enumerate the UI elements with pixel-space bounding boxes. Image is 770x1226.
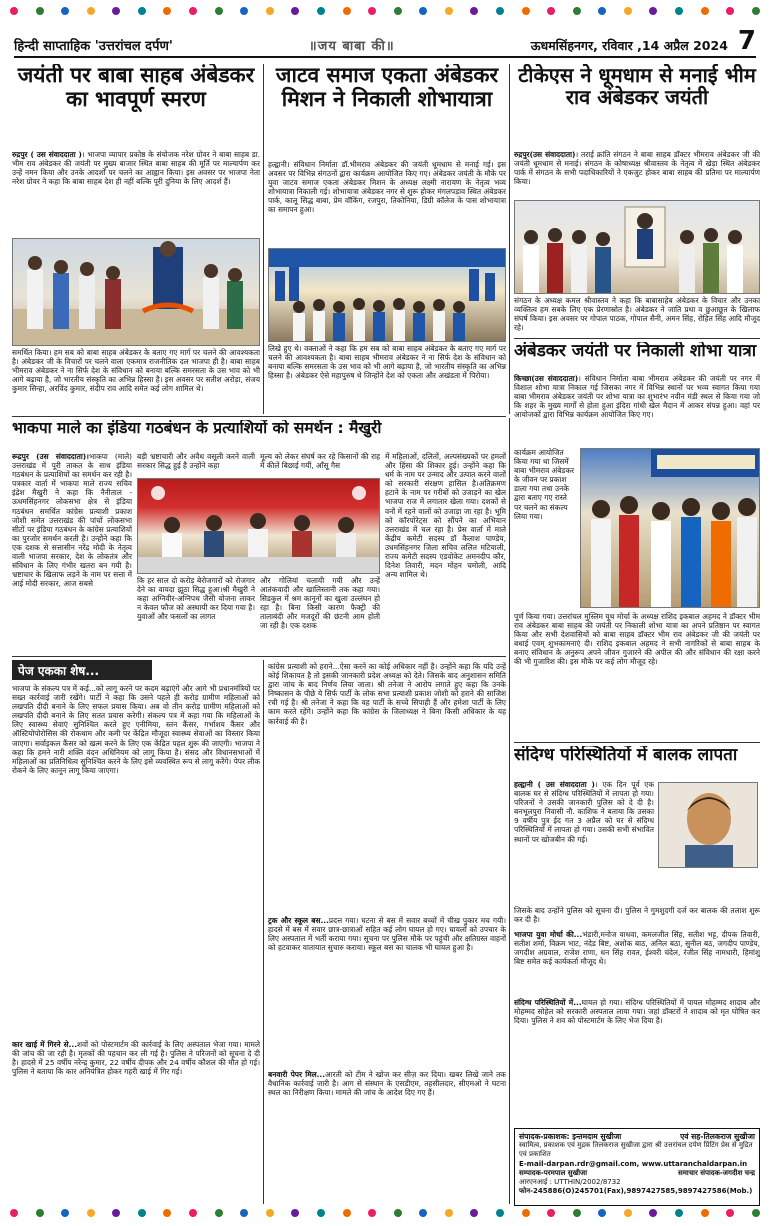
registration-dot (547, 7, 555, 15)
registration-dot (138, 7, 146, 15)
registration-dot (496, 7, 504, 15)
registration-dot (547, 1209, 555, 1217)
registration-dot (87, 1209, 95, 1217)
story4-photo-press-conference (137, 478, 380, 574)
registration-dot (701, 1209, 709, 1217)
registration-dot (598, 1209, 606, 1217)
registration-dot (266, 1209, 274, 1217)
registration-dot (522, 7, 530, 15)
story3-photo-tks-members (514, 200, 760, 294)
registration-dot (598, 7, 606, 15)
section-rule (12, 656, 506, 657)
registration-dot (445, 1209, 453, 1217)
story3-lead-text: । तराई क्रांति संगठन ने बाबा साहब डॉक्टर भीमराव अंबेडकर जी की जयंती धूमधाम से मनाई। संगठन के कोषाध्यक्ष श्रीवास्तव के नेतृत्व में खेड़ा स्थित अंबेडकर पार्क में संगठन के सभी पदाधिकारियों ने एकजुट होकर बाबा साहब की प्रतिमा पर माल्यार्पण किया। (514, 150, 760, 187)
story8-narrow-text (514, 780, 654, 904)
story1-lead (12, 150, 260, 236)
registration-dot (163, 1209, 171, 1217)
story7-narrow-text: कार्यक्रम आयोजित किया गया था जिसमें बाबा भीमराव अंबेडकर के जीवन पर प्रकाश डाला गया तथा उनके द्वारा बताए गए रास्ते पर चलने का संकल्प लिया गया। (514, 448, 575, 521)
story7-wide-text: पूर्ण किया गया। उत्तरांचल मुस्लिम यूथ मोर्चा के अध्यक्ष राशिद इकबाल अहमद ने डॉक्टर भीम राव अंबेडकर बाबा साहब की जयंती पर निकाली शोभा यात्रा का अपने प्रतिष्ठान पर स्वागत किया और सभी देशवासियों को बाबा साहब डॉक्टर भीम राव अंबेडकर जी की जयंती पर बधाई एवम् शुभकामनाएं दी। राशिद इकबाल अहमद ने सभी नागरिकों से बाबा साहब के बनाए संविधान के अनुरूप अपने जीवन गुजारने की अपील की और संविधान की रक्षा करने की भी गुजारिश की। इस मौके पर कई लोग मौजूद रहे। (514, 612, 760, 667)
story4-dateline: रूद्रपुर (उस संवाददाता)। (12, 452, 89, 461)
registration-dot (470, 7, 478, 15)
registration-dot (112, 7, 120, 15)
story4-col3-bottom: और गोलियां चलायी गयी और उन्हें आतंकवादी और खालिस्तानी तक कहा गया। सिडकुल में श्रम कानूनों का खुला उल्लंघन हो रहा है। बिना किसी कारण फैक्ट्री की तालाबंदी और मजदूरों की छंटनी आम होती जा रही है। एक दशक (260, 576, 380, 631)
story8-headline: संदिग्ध परिस्थितियों में बालक लापता (514, 746, 738, 765)
registration-dot (317, 1209, 325, 1217)
story5-sub-body: शवों को पोस्टमार्टम की कार्रवाई के लिए अस्पताल भेजा गया। मामले की जांच की जा रही है। मृतकों की पहचान कर ली गई है। पुलिस ने परिजनों को सूचना दे दी है। हादसे में 25 वर्षीय नरेन्द्र कुमार, 22 वर्षीय दीपक और 24 वर्षीय कौशल की मौत हो गई। पुलिस ने बताया कि कार अनियंत्रित होकर गहरी खाई में गिर गई। (12, 1040, 260, 1077)
story7-lead (514, 374, 760, 446)
imprint-publisher: संपादक-प्रकाशक: इन्तमदाम सुखीजा (519, 1132, 622, 1141)
story4-col3-top: मूल्य को लेकर संघर्ष कर रहे किसानों की राह में कीलें बिछाई गयीं, आँसू गैस (260, 452, 380, 471)
masthead-motto: ॥जय बाबा की॥ (308, 39, 395, 54)
story2-photo-procession (268, 248, 506, 342)
story4-headline: भाकपा माले का इंडिया गठबंधन के प्रत्याशियों को समर्थन : मैखुरी (12, 420, 382, 437)
story2-lead: हल्द्वानी। संविधान निर्माता डॉ.भीमराव अंबेडकर की जयंती धूमधाम से मनाई गई। इस अवसर पर विभिन्न संगठनों द्वारा कार्यक्रम आयोजित किए गए। अंबेडकर जयंती के मौके पर युवा जाटव समाज एकता अंबेडकर मिशन के अध्यक्ष लक्ष्मी नारायण के नेतृत्व भव्य शोभायात्रा निकाली गई। शोभायात्रा अंबेडकर नगर से शुरू होकर मंगलपड़ाव स्थित अंबेडकर पार्क, कालू सिद्ध बाबा, प्रेम वॉकिंग, रजपुरा, तिकोनिया, डिग्री कॉलेज के पास शोभायात्रा का समापन हुआ। (268, 160, 506, 215)
registration-dot (573, 1209, 581, 1217)
story7-body: । संविधान निर्माता बाबा भीमराव अंबेडकर की जयंती पर नगर में विशाल शोभा यात्रा निकाल गई जिसका नगर में विभिन्न स्थानों पर भव्य स्वागत किया गया बाबा भीमराव अंबेडकर जयंती पर शोभा यात्रा का शुभारंभ नवीन मंडी स्थल से किया गया जो कि शहर के मुख्य मार्गों से होता हुआ इंदिरा गांधी खेल मैदान में आकर संपन्न हुआ। वहां पर आयोजकों द्वारा विभिन्न कार्यक्रम आयोजित किए गए। (514, 374, 760, 420)
story8-sub-body: भंडारी,मनोज वाधवा, कमलजीत सिंह, सतीश भट्ट, दीपक तिवारी, सतीश शर्मा, विक्रम भाट, नंदेड बिष्ट, अशोक बाठ, अनिल बठा, सुनील बठ, जगदीप पाण्डेय, जगदीश अग्रवाल, राजेश राणा, धन सिंह रावत, ईश्वरी चंदेल, रंजीत सिंह नामधारी, हिमांशु बिष्ट समेत कई कार्यकर्ता मौजूद थे। (514, 930, 760, 967)
registration-dot (726, 1209, 734, 1217)
section-rule (12, 416, 506, 417)
registration-dot (675, 1209, 683, 1217)
imprint-email: E-mail-darpan.rdr@gmail.com, www.uttaranchaldarpan.in (519, 1159, 748, 1168)
page-number: 7 (737, 26, 756, 56)
story1-dateline: रुद्रपुर ( उस संवाददाता ) (12, 150, 82, 159)
registration-dot (138, 1209, 146, 1217)
registration-dot (36, 7, 44, 15)
story8-sub-body2: घायल हो गया। संदिग्ध परिस्थितियों में पायल मोहम्मद शादाब और मोहम्मद सोहेल को सरकारी अस्पताल लाया गया। जहां डॉक्टरों ने शादाब को मृत घोषित कर दिया। पुलिस ने शव को पोस्टमार्टम के लिए भेज दिया है। (514, 998, 760, 1026)
registration-dot (522, 1209, 530, 1217)
story4-col4: में महिलाओं, दलितों, अल्पसंख्यकों पर हमलों और हिंसा की शिकार हुई। उन्होंने कहा कि धर्म के नाम पर उन्माद और उत्पात करने वालों को सरकारी संरक्षण हासिल है।अतिक्रमण हटाने के नाम पर गरीबों को उजाड़ने का खेल भाजपा राज में लगातार खेला गया। दशकों से वनों में रहने वालों को उजाड़ा जा रहा है। भूमि को कॉरपोरेट्स को सौंपने का अभियान उत्तराखंड में चल रहा है। प्रेस वार्ता में माले केंद्रीय कमेटी सदस्य डॉ कैलाश पाण्डेय, उधमसिंहनगर जिला सचिव ललित मटियाली, राज्य कमेटी सदस्य एडवोकेट अमनदीप कौर, दिनेश तिवारी, मदन मोहन चमोली, आदि अन्य शामिल थे। (385, 452, 506, 580)
imprint-phone: फोन-245886(O)245701(Fax),9897427585,9897427586(Mob.) (519, 1187, 753, 1196)
column-rule (263, 660, 264, 1204)
story6-sub2 (268, 1070, 506, 1204)
story7-headline-box (514, 342, 760, 372)
story2-headline: जाटव समाज एकता अंबेडकर मिशन ने निकाली शोभायात्रा (275, 64, 499, 111)
registration-dot (368, 1209, 376, 1217)
story1-continued: समर्थित किया। हम सब को बाबा साहब अंबेडकर के बताए गए मार्ग पर चलने की आवश्यकता है। अंबेडकर जी के विचारों पर चलने वाला एकमात्र राजनीतिक दल भाजपा ही है। बाबा साहब भीमराव अंबेडकर ने ना सिर्फ देश के संविधान को बनाया बल्कि समरसता के उस भाव को भी आगे बढ़ाया है, जो भारतीय संस्कृति का अभिन्न हिस्सा है। इस अवसर पर सतीश अरोड़ा, संजय कुमार सिन्हा, अरविंद कुमार, संदीप राव आदि समेत कई लोग शामिल थे। (12, 348, 260, 394)
registration-dot (343, 1209, 351, 1217)
registration-dot (10, 7, 18, 15)
story7-photo-shobha-yatra (580, 448, 760, 608)
registration-dot (726, 7, 734, 15)
registration-dot (163, 7, 171, 15)
column-rule (509, 418, 510, 1204)
registration-dot (368, 7, 376, 15)
story3-headline: टीकेएस ने धूमधाम से मनाई भीम राव अंबेडकर जयंती (518, 64, 756, 110)
registration-dot (61, 1209, 69, 1217)
story2-headline-box (268, 64, 506, 156)
story7-dateline: किच्छा(उस संवाददाता) (514, 374, 579, 383)
registration-dot (649, 7, 657, 15)
story8-sub2 (514, 998, 760, 1042)
registration-dot (419, 7, 427, 15)
registration-dot (445, 7, 453, 15)
story6-sub1 (268, 916, 506, 1068)
registration-dot (291, 1209, 299, 1217)
story2-continued: लिखे हुए थे। वक्ताओं ने कहा कि हम सब को बाबा साहब अंबेडकर के बताए गए मार्ग पर चलने की आवश्यकता है। बाबा साहब भीमराव अंबेडकर ने ना सिर्फ देश के संविधान को बनाया बल्कि समरसता के उस भाव को भी आगे बढ़ाया है, जो भारतीय संस्कृति का अभिन्न हिस्सा है। अंबेडकर ऐसे महापुरुष थे जिन्होंने देश को एकता और अखंडता में पिरोया। (268, 344, 506, 381)
story4-col2-top: बड़ी भ्रष्टाचारी और अवैध वसूली करने वाली सरकार सिद्ध हुई है उन्होंने कहा (137, 452, 255, 471)
story7-headline: अंबेडकर जयंती पर निकाली शोभा यात्रा (514, 342, 757, 361)
registration-dot (701, 7, 709, 15)
story8-wide-text: जिसके बाद उन्होंने पुलिस को सूचना दी। पुलिस ने गुमशुदगी दर्ज कर बालक की तलाश शुरू कर दी है। (514, 906, 760, 925)
registration-dot (189, 1209, 197, 1217)
story5-sub-heading: कार खाई में गिरने से... (12, 1040, 78, 1049)
registration-dot (624, 7, 632, 15)
column-rule (509, 64, 510, 414)
registration-dot (317, 7, 325, 15)
registration-dot (419, 1209, 427, 1217)
registration-dot (649, 1209, 657, 1217)
masthead (14, 22, 756, 58)
story5-body: भाजपा के संकल्प पत्र में कई...को लागू करने पर कदम बढ़ाएंगे और आगे भी प्रधानमंत्रियों पर सख्त कार्रवाई जारी रखेंगे। पार्टी ने कहा कि उसने पहले ही करोड़ ग्रामीण महिलाओं को लखपति दीदी बनाने के लिए सफल प्रयास किया। अब वो तीन करोड़ ग्रामीण महिलाओं को लखपति दीदी बनाने के लिए सतत प्रयास करेगी। संकल्प पत्र में कहा गया कि महिलाओं के लिए स्वास्थ्य सेवाएं सुनिश्चित करते हुए एनीमिया, स्तन कैंसर, गर्भाशय कैंसर और ऑस्टियोपोरोसिस की रोकथाम और कमी पर केंद्रित मौजूदा स्वास्थ्य सेवाओं का विस्तार किया जाएगा। सर्वाइकल कैंसर को खत्म करने के लिए एक केंद्रित पहल शुरू की जाएगी। भाजपा ने कहा कि हमने नारी शक्ति वंदन अधिनियम को लागू किया है। संसद और विधानसभाओं में महिलाओं का प्रतिनिधित्व सुनिश्चित करने के लिए इसे व्यवस्थित रूप से लागू करेंगे। पेपर लीक रोकने के लिए कानून लागू किया जाएगा। (12, 684, 260, 775)
story3-lead (514, 150, 760, 198)
registration-dot (343, 7, 351, 15)
story6-sub-heading: ट्रक और स्कूल बस... (268, 916, 329, 925)
imprint-news-editor: समाचार संपादक-जगदीश चन्द्र (678, 1168, 755, 1177)
color-registration-strip-top (0, 4, 770, 18)
registration-dot (266, 7, 274, 15)
story8-sub1 (514, 930, 760, 996)
shesh-heading: पेज एकका शेष... (18, 664, 100, 678)
story3-continued: संगठन के अध्यक्ष कमल श्रीवास्तव ने कहा कि बाबासाहेब अंबेडकर के विचार और उनका व्यक्तित्व हम सबके लिए एक प्रेरणास्रोत है। अंबेडकर ने जाति प्रथा व छुआछूत के खिलाफ संघर्ष किया। इस अवसर पर गोपाल पाठक, गोपाल सैनी, अमन सिंह, रोहित सिंह आदि मौजूद रहे। (514, 296, 760, 333)
registration-dot (291, 7, 299, 15)
registration-dot (470, 1209, 478, 1217)
registration-dot (87, 7, 95, 15)
registration-dot (215, 1209, 223, 1217)
registration-dot (752, 7, 760, 15)
story4-col1 (12, 452, 132, 654)
imprint-box (514, 1128, 760, 1206)
story8-photo-missing-boy (658, 782, 758, 868)
story4-col2-bottom: कि हर साल दो करोड़ बेरोजगारों को रोजगार देने का वायदा झूठा सिद्ध हुआ।श्री मैखुरी ने कहा अग्निवीर-अग्निपथ जैसी योजना लाकर न केवल फौज को अस्थायी कर दिया गया है।युवाओं और फसलों का लागत (137, 576, 255, 622)
section-rule (514, 742, 760, 743)
section-rule (514, 338, 760, 339)
story1-headline-box (12, 64, 260, 146)
registration-dot (394, 7, 402, 15)
story4-col1-text: भाकपा (माले) उत्तराखंड में पूरी ताकत के साथ इंडिया गठबंधन के प्रत्याशियों का समर्थन कर रही है। पत्रकार वार्ता में भाकपा माले राज्य सचिव इंद्रेश मैखुरी ने कहा कि नैनीताल - ऊधमसिंहनगर लोकसभा क्षेत्र से इंडिया गठबंधन समर्थित कांग्रेस प्रत्याशी प्रकाश जोशी समेत उत्तराखंड की पांचों लोकसभा सीटों पर इंडिया गठबंधन के कांग्रेस प्रत्याशियों का पुरजोर समर्थन करती है। उन्होंने कहा कि एक दशक से सत्तासीन नरेंद्र मोदी के नेतृत्व वाली भाजपा सरकार, देश के लोकतंत्र और संविधान के लिए गंभीर खतरा बन गयी है। भ्रष्टाचार के खिलाफ लड़ने के नाम पर सत्ता में आई मोदी सरकार, आज सबसे (12, 452, 132, 589)
column-rule (263, 64, 264, 414)
story3-headline-box (514, 64, 760, 148)
registration-dot (10, 1209, 18, 1217)
edition-date: ऊधमसिंहनगर, रविवार ,14 अप्रैल 2024 (530, 38, 728, 53)
imprint-co-publisher: एवं सह-तिलकराज सुखीजा (680, 1132, 755, 1141)
imprint-rni: आरएनआई : UTTHIN/2002/8732 (519, 1178, 621, 1187)
story5-sub (12, 1040, 260, 1204)
story8-sub-heading: भाजपा युवा मोर्चा की... (514, 930, 583, 939)
color-registration-strip-bottom (0, 1206, 770, 1220)
registration-dot (36, 1209, 44, 1217)
story1-photo-ambedkar-statue (12, 238, 260, 346)
story3-dateline: रुद्रपुर(उस संवाददाता) (514, 150, 576, 159)
registration-dot (240, 1209, 248, 1217)
story6-sub-body: प्रदत्त गया। घटना से बस में सवार बच्चों में चीख पुकार मच गयी। हादसे में बस में सवार छात्र-छात्राओं सहित कई लोग घायल हो गए। घायलों को उपचार के लिए अस्पताल में भर्ती कराया गया। सूचना पर पुलिस मौके पर पहुंची और क्षतिग्रस्त वाहनों को हटवाकर यातायात सुचारु कराया। स्कूल बस का चालक भी घायल हुआ है। (268, 916, 506, 953)
story8-headline-box (514, 746, 760, 776)
story6-body: कांग्रेस प्रत्याशी को हराने...ऐसा करने का कोई अधिकार नहीं है। उन्होंने कहा कि यदि उन्हें कोई शिकायत है तो इसकी जानकारी प्रदेश अध्यक्ष को देते। जिसके बाद अनुशासन समिति द्वारा जांच के बाद निर्णय लिया जाता। श्री तनेजा ने आरोप लगाते हुए कहा कि उनके निष्कासन के पीछे ये सिर्फ पार्टी के लोक सभा प्रत्याशी प्रकाश जोशी को हराने की साजिश रची गई है। श्री तनेजा ने कहा कि वह पार्टी के सच्चे सिपाही हैं और हमेशा पार्टी के लिए काम करते रहेंगे। उन्होंने कहा कि कांग्रेस के जिलाध्यक्ष ने बिना किसी अधिकार के यह कार्रवाई की है। (268, 662, 506, 726)
story4-headline-box (12, 420, 506, 446)
registration-dot (61, 7, 69, 15)
registration-dot (240, 7, 248, 15)
newspaper-title: हिन्दी साप्ताहिक 'उत्तरांचल दर्पण' (14, 39, 173, 54)
story1-headline: जयंती पर बाबा साहब अंबेडकर का भावपूर्ण स्मरण (17, 64, 255, 111)
registration-dot (675, 7, 683, 15)
registration-dot (394, 1209, 402, 1217)
story1-lead-text: । भाजपा व्यापार प्रकोष्ठ के संयोजक नरेश ग्रोवर ने बाबा साहब डा. भीम राव अंबेडकर की जयंती पर मुख्य बाजार स्थित बाबा साहब की मूर्ति पर माल्यार्पण कर उन्हें नमन किया और उनके आदर्शों पर चलने का आह्वान किया। इस अवसर पर भाजपा नेता नरेश ग्रोवर ने कहा कि बाबा साहब देश ही नहीं बल्कि पूरी दुनिया के लिए आदर्श हैं। (12, 150, 260, 187)
registration-dot (215, 7, 223, 15)
registration-dot (496, 1209, 504, 1217)
story8-dateline: हल्द्वानी ( उस संवाददाता ) (514, 780, 595, 789)
registration-dot (573, 7, 581, 15)
story6-sub-heading2: बनवारी पेपर मिल... (268, 1070, 326, 1079)
shesh-heading-box (12, 660, 152, 680)
registration-dot (189, 7, 197, 15)
imprint-editor: सम्पादक-परमपाल सुखीजा (519, 1168, 588, 1177)
imprint-ownership-line: स्वामित्व, प्रकाशक एवं मुद्रक तिलकराज सुखीजा द्वारा श्री उत्तरांचल दर्पण प्रिंटिंग प्रेस से मुद्रित एवं प्रकाशित (519, 1141, 753, 1159)
story8-narrow-body: । एक दिन पूर्व एक बालक घर से संदिग्ध परिस्थितियों में लापता हो गया। परिजनों ने उसकी जानकारी पुलिस को दे दी है। बनभूलपुरा निवासी नौ. काशिफ ने बताया कि उसका 9 वर्षीय पुत्र ईद गत 3 अप्रैल को घर से संदिग्ध परिस्थितियों में लापता हो गया। उसकी सभी संभावित स्थानों पर खोजबीन की गई। (514, 780, 654, 844)
registration-dot (752, 1209, 760, 1217)
registration-dot (112, 1209, 120, 1217)
story8-sub-heading2: संदिग्ध परिस्थितियों में... (514, 998, 582, 1007)
story6-sub-body2: आरती को टीम ने खोज कर सीज़ कर दिया। खबर लिखे जाने तक वैधानिक कार्रवाई जारी है। आग से संस्थान के एसडीएम, तहसीलदार, सीएमओ ने घटना स्थल का निरीक्षण किया। मामले की जांच के आदेश दिए गए हैं। (268, 1070, 506, 1098)
registration-dot (624, 1209, 632, 1217)
